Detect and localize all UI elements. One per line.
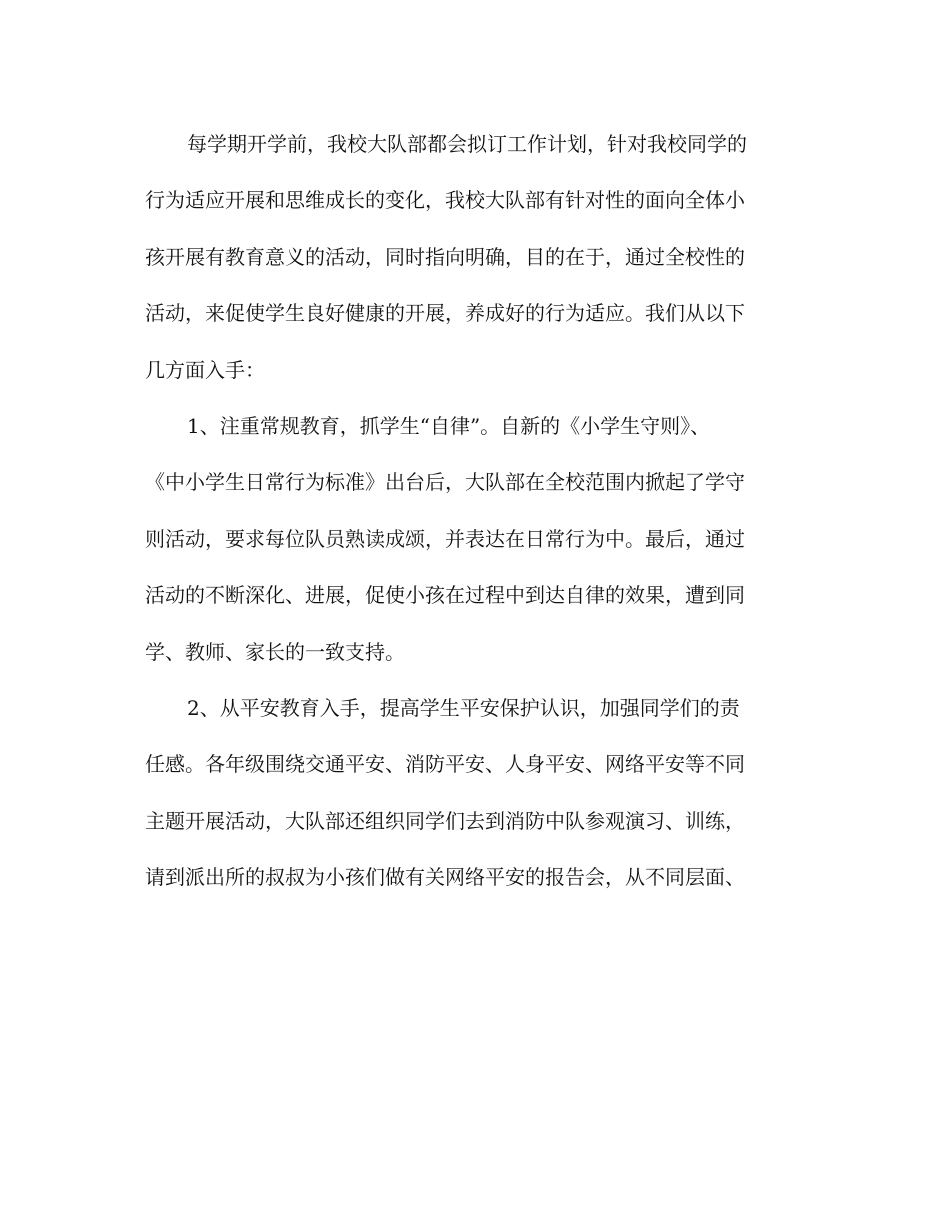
document-body (145, 120, 805, 909)
paragraph-line: 《中小学生日常行为标准》出台后，大队部在全校范围内掀起了学守 (145, 470, 745, 495)
paragraph-line: 行为适应开展和思维成长的变化，我校大队部有针对性的面向全体小 (145, 188, 745, 213)
paragraph-line: 活动，来促使学生良好健康的开展，养成好的行为适应。我们从以下 (145, 301, 745, 326)
paragraph-line: 活动的不断深化、进展，促使小孩在过程中到达自律的效果，遭到同 (145, 583, 745, 608)
paragraph-line: 孩开展有教育意义的活动，同时指向明确，目的在于，通过全校性的 (145, 244, 745, 269)
paragraph-line: 每学期开学前，我校大队部都会拟订工作计划，针对我校同学的 (187, 132, 747, 156)
paragraph-line: 任感。各年级围绕交通平安、消防平安、人身平安、网络平安等不同 (145, 752, 745, 777)
paragraph-line: 学、教师、家长的一致支持。 (145, 639, 405, 664)
paragraph-line: 则活动，要求每位队员熟读成颂，并表达在日常行为中。最后，通过 (145, 526, 745, 551)
paragraph-line: 几方面入手： (145, 357, 265, 382)
paragraph-line: 请到派出所的叔叔为小孩们做有关网络平安的报告会，从不同层面、 (145, 865, 745, 890)
paragraph-line: 2、从平安教育入手，提高学生平安保护认识，加强同学们的责 (187, 695, 740, 720)
paragraph-line: 1、注重常规教育，抓学生“自律”。自新的《小学生守则》、 (187, 413, 711, 438)
paragraph-line: 主题开展活动，大队部还组织同学们去到消防中队参观演习、训练， (145, 808, 745, 833)
